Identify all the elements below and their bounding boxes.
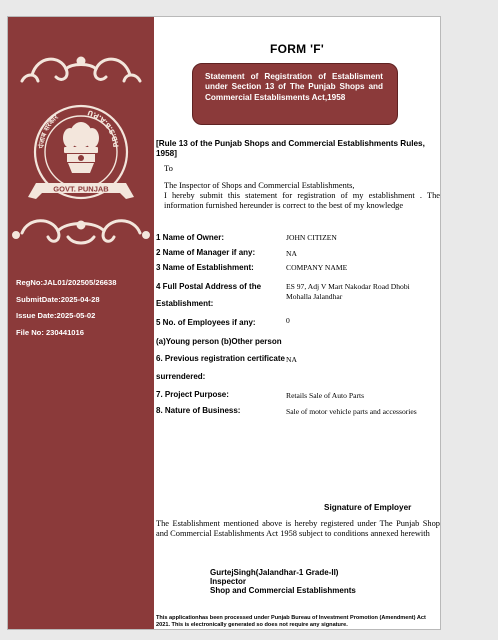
scroll-ornament-top-icon [22, 58, 140, 81]
field-label: 5 No. of Employees if any: [156, 318, 256, 327]
addressee: The Inspector of Shops and Commercial Establishments, [164, 181, 355, 190]
intro-text [164, 181, 440, 211]
lion-capital-icon [63, 122, 99, 173]
field-label-cont: surrendered: [156, 372, 206, 381]
field-label: 7. Project Purpose: [156, 390, 229, 399]
declaration: I hereby submit this statement for registration of my establishment . The information furnished hereunder is correct to the best of my knowledge [164, 191, 440, 210]
field-value: NA [286, 355, 297, 364]
field-label: 1 Name of Owner: [156, 233, 225, 242]
field-label: 3 Name of Establishment: [156, 263, 254, 272]
officer-block [210, 568, 356, 596]
field-value: Retails Sale of Auto Parts [286, 391, 365, 400]
rule-reference: [Rule 13 of the Punjab Shops and Commercial Establishments Rules, 1958] [156, 139, 425, 158]
field-value: NA [286, 249, 297, 258]
officer-department: Shop and Commercial Establishments [210, 586, 356, 596]
ribbon-text: GOVT. PUNJAB [53, 184, 109, 194]
seal-left-text: पंजाब सरकार [37, 113, 60, 149]
footer-line-2: 2021. This is electronically generated so does not require any signature. [156, 621, 348, 628]
govt-punjab-ribbon [28, 183, 134, 199]
field-label: (a)Young person (b)Other person [156, 337, 282, 346]
field-label: 6. Previous registration certificate [156, 354, 285, 363]
field-label-cont: Establishment: [156, 299, 214, 308]
field-value: COMPANY NAME [286, 263, 348, 272]
form-content [154, 17, 440, 629]
footer-line-1: This applicationhas been processed under Punjab Bureau of Investment Promotion (Amendment) Act [156, 615, 426, 621]
seal-top-text: P.B.S.B.A.P.U [86, 108, 121, 148]
to-label: To [164, 163, 173, 173]
certificate-page [7, 16, 441, 630]
registration-info [16, 275, 152, 341]
file-no: File No: 230441016 [16, 327, 84, 337]
statement-box: Statement of Registration of Establisment under Section 13 of The Punjab Shops and Commercial Establisments Act,1958 [192, 63, 398, 125]
officer-name: GurtejSingh(Jalandhar-1 Grade-II) [210, 568, 339, 577]
field-label: 2 Name of Manager if any: [156, 248, 256, 257]
officer-designation: Inspector [210, 577, 247, 587]
reg-no: RegNo:JAL01/202505/26638 [16, 278, 117, 287]
field-label: 8. Nature of Business: [156, 406, 241, 415]
submit-date: SubmitDate:2025-04-28 [16, 294, 100, 304]
field-value: Sale of motor vehicle parts and accessories [286, 407, 417, 416]
footer-note [156, 615, 441, 628]
field-value: 0 [286, 316, 290, 325]
field-value: JOHN CITIZEN [286, 233, 337, 242]
scroll-ornament-bottom-icon [14, 221, 149, 243]
issue-date: Issue Date:2025-05-02 [16, 311, 96, 320]
government-seal-emblem [8, 37, 154, 267]
form-title: FORM 'F' [269, 42, 325, 56]
field-value: ES 97, Adj V Mart Nakodar Road Dhobi Mohalla Jalandhar [286, 282, 410, 301]
maroon-sidebar [8, 17, 154, 629]
registration-statement: The Establishment mentioned above is hereby registered under The Punjab Shop and Commercial Establishments Act 1958 subject to conditions annexed herewith [156, 519, 440, 539]
employer-signature-label: Signature of Employer [324, 503, 412, 512]
field-label: 4 Full Postal Address of the [156, 282, 262, 291]
